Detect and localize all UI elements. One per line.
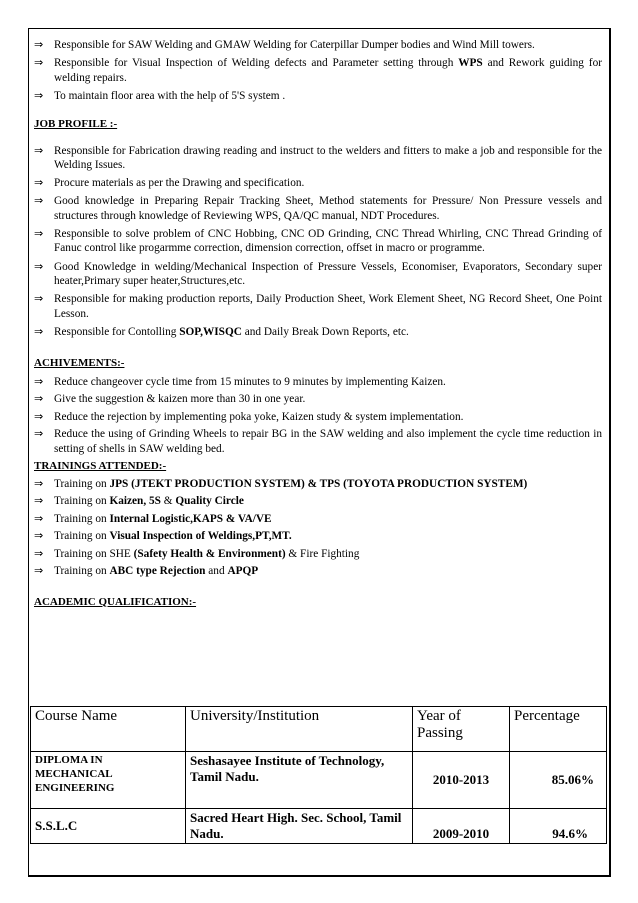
double-arrow-icon: ⇒ [34, 143, 44, 157]
double-arrow-icon: ⇒ [34, 38, 44, 51]
item-text: Good knowledge in Preparing Repair Tracking Sheet, Method statements for Pressure/ Non Pressure vessels and structures through knowledge of Reviewing WPS, QA/QC manual, NDT Procedures. [54, 195, 602, 222]
bold-text: Kaizen, 5S [109, 495, 161, 508]
double-arrow-icon: ⇒ [34, 324, 44, 338]
list-item [34, 564, 602, 579]
double-arrow-icon: ⇒ [34, 511, 44, 525]
bold-text: Visual Inspection of Weldings,PT,MT. [109, 530, 292, 543]
list-item [34, 477, 602, 492]
institution-cell: Sacred Heart High. Sec. School, Tamil Nadu. [186, 809, 413, 844]
trainings-list [34, 477, 602, 579]
list-item [34, 512, 602, 527]
table-row [31, 752, 607, 809]
list-item [34, 56, 602, 85]
list-item [34, 529, 602, 544]
table-header-row [31, 707, 607, 752]
bold-text: (Safety Health & Environment) [133, 547, 286, 560]
item-text: Procure materials as per the Drawing and specification. [54, 177, 305, 190]
double-arrow-icon: ⇒ [34, 88, 44, 102]
item-text: Reduce the rejection by implementing poka yoke, Kaizen study & system implementation. [54, 410, 464, 423]
item-text: and Rework guiding for welding repairs. [54, 57, 602, 84]
double-arrow-icon: ⇒ [34, 392, 44, 406]
header-percentage: Percentage [510, 707, 607, 752]
item-text: Training on [54, 477, 110, 490]
course-cell: S.S.L.C [31, 809, 186, 844]
list-item [34, 427, 602, 456]
list-item [34, 89, 602, 104]
list-item [34, 227, 602, 256]
list-item [34, 260, 602, 289]
achievements-heading: ACHIVEMENTS:- [34, 357, 125, 370]
institution-cell: Seshasayee Institute of Technology, Tamil Nadu. [186, 752, 413, 809]
item-text: Reduce the using of Grinding Wheels to repair BG in the SAW welding and also implement the cycle time reduction in setting of shells in SAW welding bed. [54, 428, 602, 455]
item-text: Good Knowledge in welding/Mechanical Inspection of Pressure Vessels, Economiser, Evaporators, Secondary super heater,Primary super heater,Structures,etc. [54, 260, 602, 288]
year-cell: 2010-2013 [413, 752, 510, 809]
job-profile-heading: JOB PROFILE :- [34, 118, 118, 131]
item-text: Training on [54, 530, 110, 543]
item-text: Responsible for SAW Welding and GMAW Welding for Caterpillar Dumper bodies and Wind Mill towers. [54, 39, 535, 51]
item-text: Training on [54, 495, 110, 508]
double-arrow-icon: ⇒ [34, 409, 44, 423]
item-text: Give the suggestion & kaizen more than 30 in one year. [54, 393, 306, 406]
academic-table [30, 706, 607, 844]
bold-text: ABC type Rejection [109, 565, 206, 578]
double-arrow-icon: ⇒ [34, 56, 44, 70]
item-text: & Fire Fighting [285, 547, 360, 560]
item-text: and [205, 565, 228, 578]
bold-text: APQP [227, 565, 259, 578]
item-text: Reduce changeover cycle time from 15 minutes to 9 minutes by implementing Kaizen. [54, 375, 446, 388]
achievements-list [34, 375, 602, 457]
table-row [31, 809, 607, 844]
list-item [34, 392, 602, 407]
double-arrow-icon: ⇒ [34, 176, 44, 190]
double-arrow-icon: ⇒ [34, 476, 44, 490]
double-arrow-icon: ⇒ [34, 529, 44, 543]
item-text: Responsible for Visual Inspection of Welding defects and Parameter setting through [54, 57, 459, 70]
double-arrow-icon: ⇒ [34, 226, 44, 240]
resume-content [34, 38, 602, 612]
item-text: Training on SHE [54, 547, 134, 560]
item-text: Responsible for Contolling [54, 325, 180, 338]
double-arrow-icon: ⇒ [34, 427, 44, 441]
bold-text: WPS [458, 57, 483, 70]
double-arrow-icon: ⇒ [34, 564, 44, 578]
bold-text: SOP,WISQC [179, 325, 242, 338]
bold-text: Quality Circle [175, 495, 244, 508]
job-profile-list [34, 144, 602, 340]
item-text: Responsible for Fabrication drawing reading and instruct to the welders and fitters to make a job and responsible for the Welding Issues. [54, 144, 602, 172]
list-item [34, 176, 602, 191]
item-text: Responsible for making production reports, Daily Production Sheet, Work Element Sheet, NG Record Sheet, One Point Lesson. [54, 293, 602, 320]
list-item [34, 144, 602, 173]
double-arrow-icon: ⇒ [34, 494, 44, 508]
list-item [34, 292, 602, 321]
item-text: & [160, 495, 176, 508]
list-item [34, 194, 602, 223]
list-item [34, 410, 602, 425]
header-course: Course Name [31, 707, 186, 752]
percentage-cell: 85.06% [510, 752, 607, 809]
item-text: and Daily Break Down Reports, etc. [241, 325, 409, 338]
percentage-cell: 94.6% [510, 809, 607, 844]
list-item [34, 494, 602, 509]
course-cell: DIPLOMA IN MECHANICAL ENGINEERING [31, 752, 186, 809]
item-text: Responsible to solve problem of CNC Hobbing, CNC OD Grinding, CNC Thread Whirling, CNC Thread Grinding of Fanuc control like progarmme correction, dimension correction, offset in macro or programme. [54, 227, 602, 255]
academic-heading: ACADEMIC QUALIFICATION:- [34, 595, 197, 608]
top-list [34, 38, 602, 103]
bold-text: JPS (JTEKT PRODUCTION SYSTEM) & TPS (TOYOTA PRODUCTION SYSTEM) [109, 477, 528, 490]
double-arrow-icon: ⇒ [34, 374, 44, 388]
list-item [34, 547, 602, 562]
item-text: To maintain floor area with the help of 5'S system . [54, 89, 286, 102]
double-arrow-icon: ⇒ [34, 292, 44, 306]
list-item [34, 38, 602, 53]
double-arrow-icon: ⇒ [34, 546, 44, 560]
double-arrow-icon: ⇒ [34, 259, 44, 273]
header-institution: University/Institution [186, 707, 413, 752]
year-cell: 2009-2010 [413, 809, 510, 844]
trainings-heading: TRAININGS ATTENDED:- [34, 460, 167, 473]
bold-text: Internal Logistic,KAPS & VA/VE [109, 512, 272, 525]
header-year: Year of Passing [413, 707, 510, 752]
double-arrow-icon: ⇒ [34, 194, 44, 208]
item-text: Training on [54, 512, 110, 525]
list-item [34, 375, 602, 390]
item-text: Training on [54, 565, 110, 578]
list-item [34, 325, 602, 340]
